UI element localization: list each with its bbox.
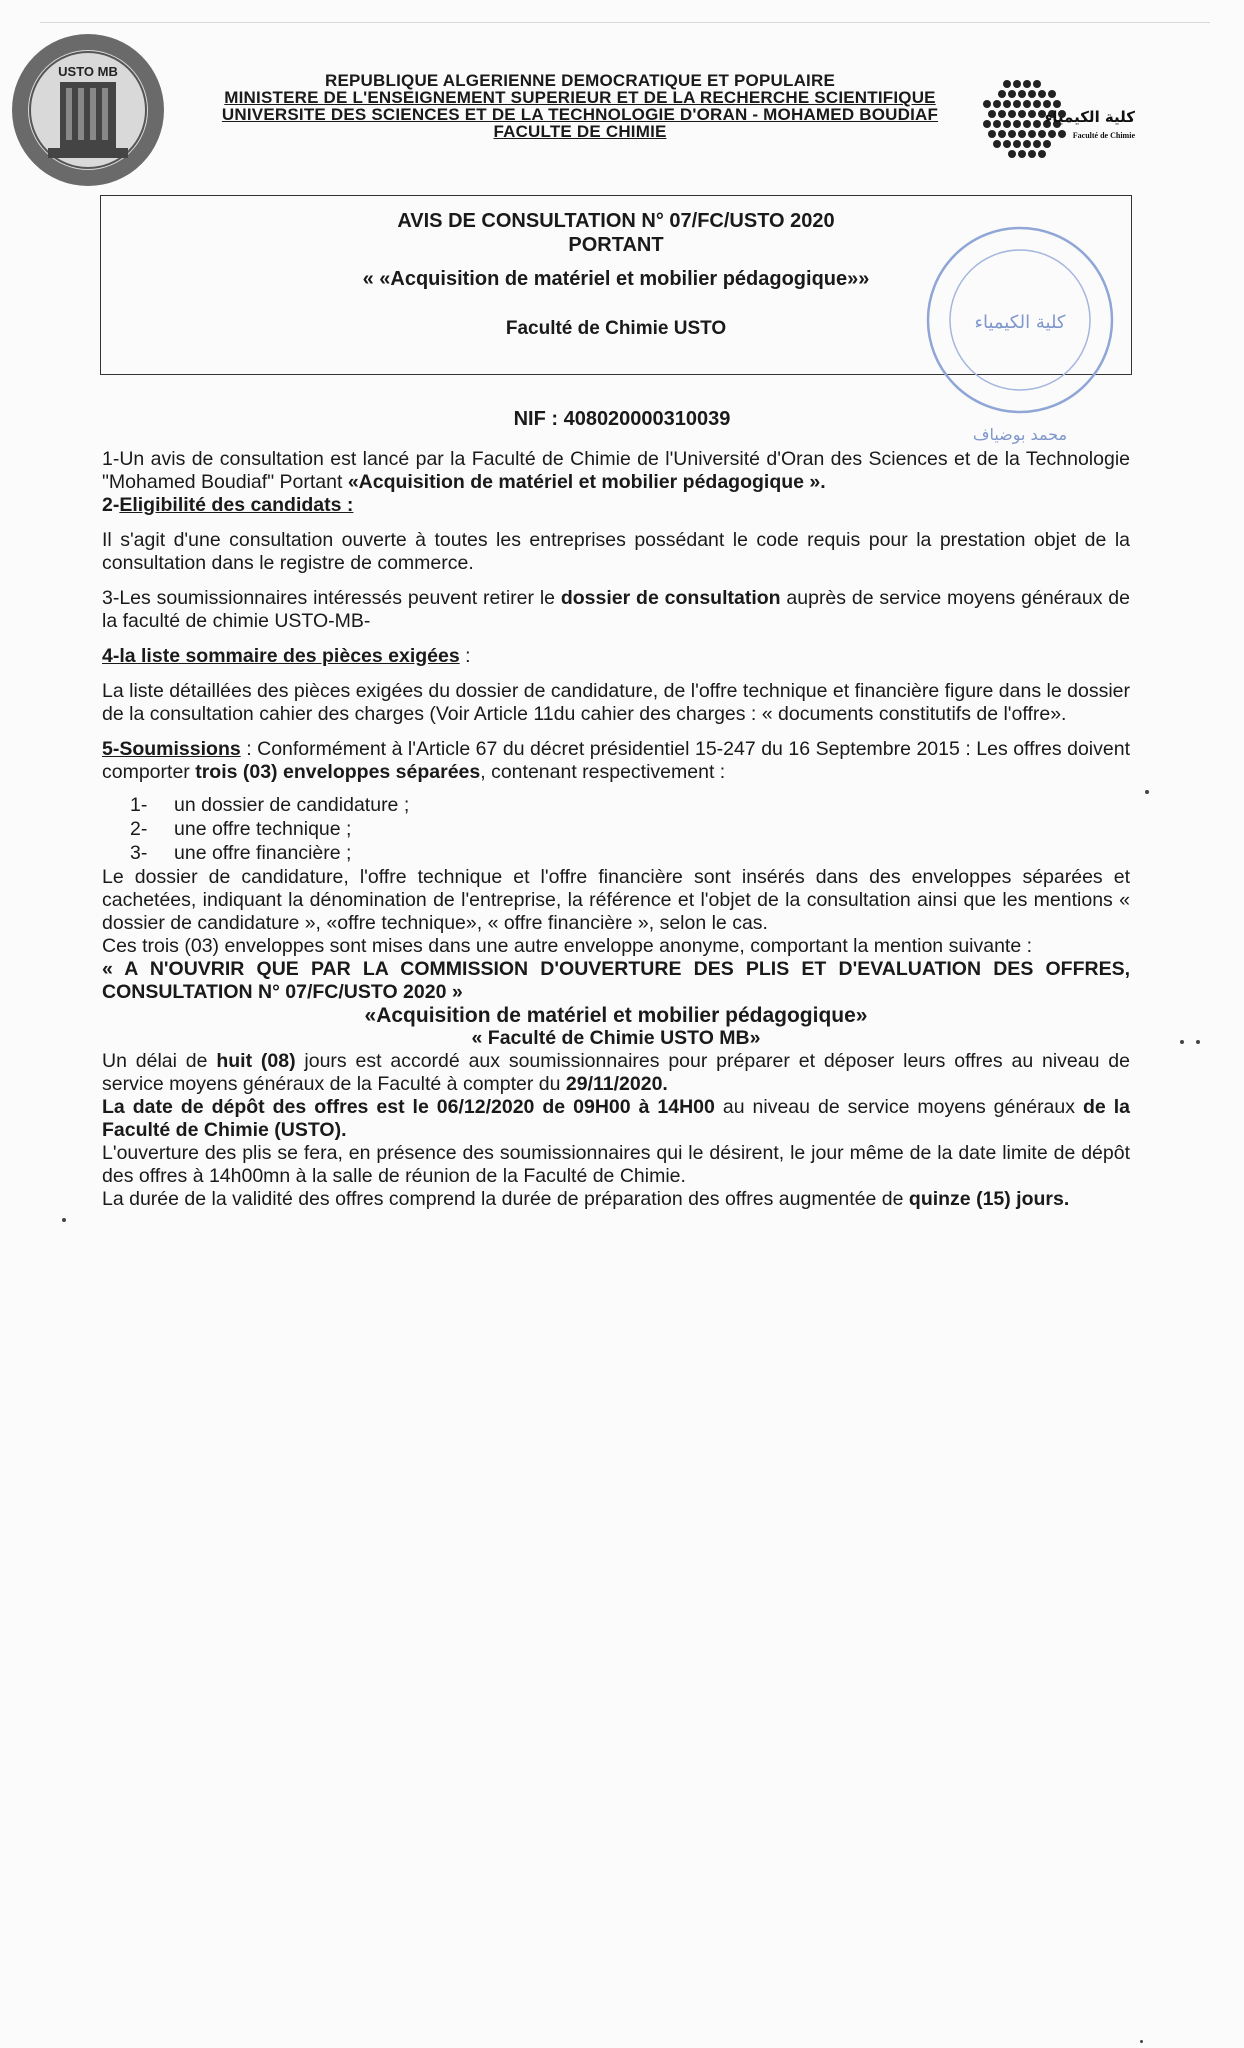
section-5-title: 5-Soumissions	[102, 738, 241, 760]
logo-dot	[993, 140, 1001, 148]
logo-dot	[1013, 80, 1021, 88]
logo-dot	[1003, 100, 1011, 108]
section-3-post: auprès de service moyens généraux de la faculté de chimie USTO-MB-	[102, 587, 1130, 632]
logo-dot	[1008, 90, 1016, 98]
stamp-signature: محمد بوضياف	[972, 425, 1068, 444]
section-5-post: , contenant respectivement :	[480, 761, 726, 783]
institution-header	[190, 72, 970, 140]
logo-dot	[1013, 100, 1021, 108]
title-line-4: Faculté de Chimie USTO	[505, 318, 727, 339]
logo-dot	[1003, 80, 1011, 88]
logo-dot	[1028, 150, 1036, 158]
logo-french-text: Faculté de Chimie	[1072, 131, 1135, 140]
logo-dot	[1008, 150, 1016, 158]
section-5	[102, 738, 1130, 784]
logo-dot	[1003, 120, 1011, 128]
list-item: 2- une offre technique ;	[130, 818, 352, 840]
section-4-heading	[102, 645, 1130, 668]
logo-dot	[983, 100, 991, 108]
logo-dot	[993, 120, 1001, 128]
list-item: 3- une offre financière ;	[130, 842, 352, 864]
scan-speck	[62, 1218, 66, 1222]
envelope-object: «Acquisition de matériel et mobilier pédagogique»	[364, 1004, 868, 1027]
logo-arabic-text: كلية الكيمياء	[1044, 108, 1135, 126]
logo-dot	[1003, 140, 1011, 148]
list-item: 1- un dossier de candidature ;	[130, 794, 410, 816]
scan-top-edge	[40, 22, 1210, 23]
header-line-4: FACULTE DE CHIMIE	[493, 122, 667, 141]
title-line-2: PORTANT	[568, 234, 664, 256]
scan-speck	[1180, 1040, 1184, 1044]
header-line-3: UNIVERSITE DES SCIENCES ET DE LA TECHNOLOGIE D'ORAN - MOHAMED BOUDIAF	[221, 105, 939, 124]
section-3-pre: 3-Les soumissionnaires intéressés peuvent retirer le	[102, 587, 561, 609]
logo-dot	[1023, 100, 1031, 108]
logo-dot	[993, 100, 1001, 108]
notice-body	[102, 448, 1130, 1211]
logo-dot	[1023, 120, 1031, 128]
section-1-bold: «Acquisition de matériel et mobilier pédagogique ».	[347, 471, 826, 493]
logo-dot	[998, 90, 1006, 98]
section-2-num: 2-	[102, 494, 120, 516]
logo-dot	[1043, 140, 1051, 148]
logo-dot	[1028, 90, 1036, 98]
logo-dot	[1043, 100, 1051, 108]
section-5-para-1: Le dossier de candidature, l'offre technique et l'offre financière sont insérés dans des enveloppes séparées et cachetées, indiquant la dénomination de l'entreprise, la référence et l'objet de la consultation ainsi que les mentions « dossier de candidature », «offre technique», « offre financière », selon le cas.	[102, 866, 1130, 934]
section-4-title: 4-la liste sommaire des pièces exigées	[102, 645, 460, 667]
section-3	[102, 587, 1130, 633]
section-5-pre: : Conformément à l'Article 67 du décret présidentiel 15-247 du 16 Septembre 2015 : Les offres doivent comporter	[102, 738, 1130, 783]
logo-dot	[1023, 140, 1031, 148]
logo-dot	[1033, 120, 1041, 128]
envelope-list	[130, 794, 1130, 865]
section-4-text: La liste détaillées des pièces exigées du dossier de candidature, de l'offre technique et financière figure dans le dossier de la consultation cahier des charges (Voir Article 11du cahier des charges : « documents constitutifs de l'offre».	[102, 680, 1130, 725]
logo-dot	[988, 110, 996, 118]
logo-dot	[1038, 130, 1046, 138]
logo-dot	[1033, 140, 1041, 148]
logo-dot	[1018, 90, 1026, 98]
logo-dot	[988, 130, 996, 138]
section-2-title: Eligibilité des candidats :	[119, 494, 354, 516]
logo-dot	[1008, 110, 1016, 118]
logo-dot	[1058, 130, 1066, 138]
faculte-chimie-logo	[975, 70, 1145, 180]
nif-number: NIF : 408020000310039	[513, 408, 731, 430]
header-line-1: REPUBLIQUE ALGERIENNE DEMOCRATIQUE ET POPULAIRE	[325, 71, 835, 90]
section-4-colon: :	[459, 645, 471, 667]
section-2-heading	[102, 494, 1130, 517]
logo-dot	[1028, 130, 1036, 138]
scan-speck	[1196, 1040, 1200, 1044]
logo-dot	[1033, 100, 1041, 108]
logo-dot	[1053, 100, 1061, 108]
logo-dot	[1013, 120, 1021, 128]
logo-dot	[1008, 130, 1016, 138]
section-2-text: Il s'agit d'une consultation ouverte à toutes les entreprises possédant le code requis pour la prestation objet de la consultation dans le registre de commerce.	[102, 529, 1130, 574]
usto-seal-logo	[8, 30, 168, 190]
logo-dot	[1018, 150, 1026, 158]
logo-dot	[998, 110, 1006, 118]
logo-dot	[983, 120, 991, 128]
title-line-3: « «Acquisition de matériel et mobilier pédagogique»»	[362, 268, 870, 290]
logo-dot	[1028, 110, 1036, 118]
scan-speck	[1145, 790, 1149, 794]
logo-dot	[1038, 150, 1046, 158]
logo-dot	[1013, 140, 1021, 148]
scan-speck	[1140, 2040, 1143, 2043]
logo-dot	[998, 130, 1006, 138]
stamp-text: كلية الكيمياء	[974, 312, 1066, 333]
validite-paragraph: La durée de la validité des offres comprend la durée de préparation des offres augmentée de quinze (15) jours.	[102, 1188, 1070, 1210]
section-5-bold: trois (03) enveloppes séparées	[195, 761, 481, 783]
seal-text: USTO MB	[58, 64, 118, 79]
logo-dot	[1033, 80, 1041, 88]
envelope-faculty: « Faculté de Chimie USTO MB»	[471, 1027, 761, 1049]
title-line-1: AVIS DE CONSULTATION N° 07/FC/USTO 2020	[397, 210, 835, 232]
ouverture-paragraph: L'ouverture des plis se fera, en présence des soumissionnaires qui le désirent, le jour même de la date limite de dépôt des offres à 14h00mn à la salle de réunion de la Faculté de Chimie.	[102, 1142, 1130, 1187]
section-3-bold: dossier de consultation	[560, 587, 781, 609]
header-line-2: MINISTERE DE L'ENSEIGNEMENT SUPERIEUR ET DE LA RECHERCHE SCIENTIFIQUE	[224, 88, 936, 107]
logo-dot	[1048, 130, 1056, 138]
depot-paragraph: La date de dépôt des offres est le 06/12/2020 de 09H00 à 14H00 au niveau de service moyens généraux de la Faculté de Chimie (USTO).	[102, 1096, 1131, 1141]
logo-dot	[1048, 90, 1056, 98]
section-5-para-2: Ces trois (03) enveloppes sont mises dans une autre enveloppe anonyme, comportant la mention suivante :	[102, 935, 1033, 957]
envelope-mention: « A N'OUVRIR QUE PAR LA COMMISSION D'OUVERTURE DES PLIS ET D'EVALUATION DES OFFRES, CONSULTATION N° 07/FC/USTO 2020 »	[102, 958, 1130, 1003]
deadline-paragraph: Un délai de huit (08) jours est accordé aux soumissionnaires pour préparer et déposer leurs offres au niveau de service moyens généraux de la Faculté à compter du 29/11/2020.	[102, 1050, 1130, 1095]
logo-dot	[1018, 110, 1026, 118]
section-1	[102, 448, 1130, 494]
logo-dot	[1038, 90, 1046, 98]
logo-dot	[1023, 80, 1031, 88]
section-1-text: 1-Un avis de consultation est lancé par la Faculté de Chimie de l'Université d'Oran des Sciences et de la Technologie "Mohamed Boudiaf" Portant	[102, 448, 1130, 493]
logo-dot	[1018, 130, 1026, 138]
